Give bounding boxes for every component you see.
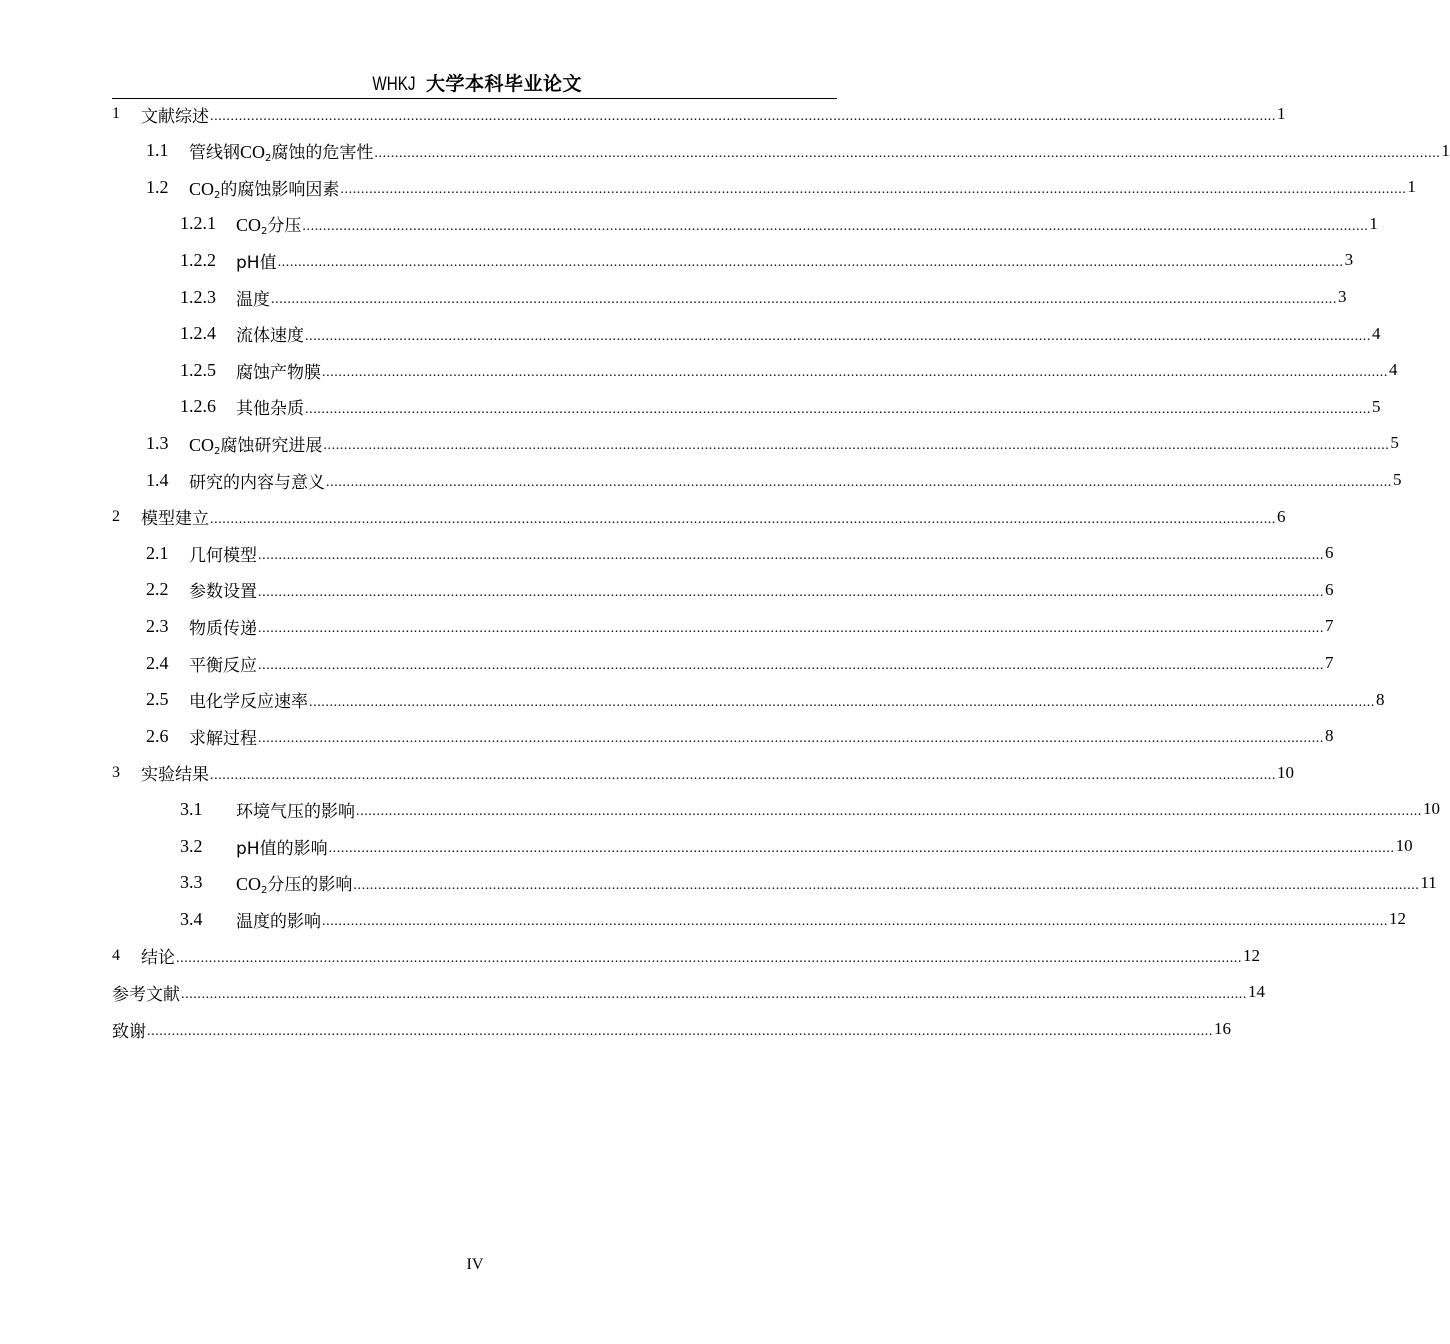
toc-entry-title: 温度 — [236, 289, 270, 310]
toc-entry[interactable] — [146, 645, 1334, 681]
toc-entry[interactable] — [180, 316, 1381, 352]
toc-leader-dots: .................................................................................................................................................................................................................................................................... — [258, 621, 1324, 637]
toc-entry-page: 1 — [1369, 213, 1378, 233]
toc-entry-page: 8 — [1325, 726, 1334, 746]
toc-entry-number: 1.2 — [146, 176, 169, 197]
toc-entry[interactable] — [146, 535, 1334, 571]
toc-entry-page: 14 — [1248, 982, 1265, 1002]
toc-entry[interactable] — [180, 389, 1381, 425]
toc-leader-dots: .................................................................................................................................................................................................................................................................... — [305, 401, 1371, 417]
toc-entry[interactable] — [112, 974, 1265, 1010]
toc-entry-number: 2.6 — [146, 725, 169, 746]
toc-entry-page: 10 — [1395, 836, 1413, 855]
toc-leader-dots: .................................................................................................................................................................................................................................................................... — [323, 438, 1390, 454]
toc-entry-title: 物质传递 — [189, 618, 257, 639]
toc-entry[interactable] — [146, 425, 1399, 461]
toc-entry[interactable] — [146, 682, 1385, 718]
toc-entry-number: 1 — [112, 105, 120, 122]
toc-entry-page: 12 — [1243, 945, 1260, 965]
toc-leader-dots: .................................................................................................................................................................................................................................................................... — [181, 987, 1247, 1003]
toc-entry-title: 文献综述 — [141, 106, 209, 127]
toc-entry-page: 6 — [1325, 579, 1334, 599]
toc-entry[interactable] — [146, 169, 1416, 205]
toc-entry-title: 研究的内容与意义 — [189, 472, 325, 493]
toc-entry-page: 10 — [1277, 762, 1294, 782]
toc-entry-title: 模型建立 — [141, 509, 209, 530]
toc-entry-number: 1.1 — [146, 140, 169, 161]
toc-entry-number: 3.2 — [180, 835, 203, 856]
toc-leader-dots: .................................................................................................................................................................................................................................................................... — [271, 292, 1337, 307]
toc-leader-dots: .................................................................................................................................................................................................................................................................... — [309, 694, 1375, 710]
page-header — [112, 72, 837, 99]
toc-entry-title: pH值的影响 — [236, 838, 328, 859]
toc-entry-number: 2.1 — [146, 542, 169, 563]
toc-entry[interactable] — [180, 352, 1398, 388]
toc-entry-number: 2 — [112, 507, 120, 525]
toc-entry-page: 1 — [1441, 140, 1450, 160]
toc-entry-page: 1 — [1407, 177, 1416, 197]
toc-entry-page: 5 — [1372, 396, 1381, 416]
toc-leader-dots: .................................................................................................................................................................................................................................................................... — [210, 511, 1276, 527]
toc-entry-page: 7 — [1325, 616, 1334, 636]
toc-leader-dots: .................................................................................................................................................................................................................................................................... — [356, 804, 1422, 820]
toc-entry[interactable] — [112, 499, 1286, 535]
toc-entry[interactable] — [146, 133, 1450, 169]
toc-leader-dots: .................................................................................................................................................................................................................................................................... — [210, 109, 1276, 124]
toc-entry-number: 3.1 — [180, 798, 203, 819]
toc-entry-title: 其他杂质 — [236, 399, 304, 420]
toc-entry-title: 腐蚀产物膜 — [236, 362, 321, 383]
toc-entry-title: 管线钢$CO_2$腐蚀的危害性 — [189, 142, 374, 165]
toc-leader-dots: .................................................................................................................................................................................................................................................................... — [258, 548, 1324, 564]
toc-entry-title: $CO_2$分压 — [236, 215, 302, 238]
toc-entry-title: $CO_2$分压的影响 — [236, 874, 353, 897]
toc-entry-page: 3 — [1344, 250, 1354, 270]
toc-entry-number: 2.2 — [146, 579, 169, 600]
toc-entry-title: 实验结果 — [141, 765, 209, 786]
toc-entry-page: 12 — [1389, 909, 1406, 929]
toc-entry[interactable] — [146, 608, 1334, 644]
toc-entry[interactable] — [146, 572, 1334, 608]
toc-entry-title: 平衡反应 — [189, 655, 257, 676]
toc-entry-page: 5 — [1393, 470, 1402, 489]
toc-entry-page: 5 — [1390, 433, 1399, 453]
toc-entry-number: 3.3 — [180, 872, 203, 893]
toc-leader-dots: .................................................................................................................................................................................................................................................................... — [340, 182, 1407, 198]
toc-entry[interactable] — [180, 791, 1440, 827]
toc-entry-title: 参考文献 — [112, 984, 180, 1005]
toc-entry-page: 11 — [1420, 872, 1437, 892]
toc-entry[interactable] — [112, 96, 1286, 132]
toc-entry-number: 1.3 — [146, 432, 169, 453]
toc-entry-number: 3 — [112, 763, 120, 781]
toc-leader-dots: .................................................................................................................................................................................................................................................................... — [328, 841, 1395, 856]
toc-entry-number: 1.2.4 — [180, 323, 216, 344]
toc-entry-title: 流体速度 — [236, 326, 304, 347]
toc-entry-title: $CO_2$的腐蚀影响因素 — [189, 178, 340, 201]
toc-entry-title: 致谢 — [112, 1021, 146, 1042]
toc-entry-page: 6 — [1325, 543, 1334, 563]
toc-entry-page: 10 — [1423, 799, 1440, 819]
toc-entry-page: 4 — [1389, 360, 1398, 380]
toc-entry-page: 7 — [1325, 653, 1334, 672]
toc-leader-dots: .................................................................................................................................................................................................................................................................... — [210, 767, 1276, 783]
toc-leader-dots: .................................................................................................................................................................................................................................................................... — [258, 584, 1324, 600]
toc-entry-number: 1.4 — [146, 469, 169, 490]
toc-entry-number: 1.2.2 — [180, 249, 216, 270]
toc-leader-dots: .................................................................................................................................................................................................................................................................... — [176, 950, 1242, 966]
toc-entry-number: 1.2.1 — [180, 213, 216, 234]
toc-entry[interactable] — [180, 279, 1347, 315]
header-title: 大学本科毕业论文 — [426, 73, 583, 95]
toc-entry-number: 3.4 — [180, 908, 203, 929]
toc-entry[interactable] — [180, 206, 1378, 242]
toc-entry-title: 结论 — [141, 948, 175, 969]
toc-leader-dots: .................................................................................................................................................................................................................................................................... — [147, 1024, 1213, 1039]
toc-entry-number: 2.3 — [146, 615, 169, 636]
toc-entry-number: 4 — [112, 946, 120, 964]
toc-leader-dots: .................................................................................................................................................................................................................................................................... — [302, 218, 1369, 234]
toc-leader-dots: .................................................................................................................................................................................................................................................................... — [374, 145, 1441, 161]
page-number: IV — [466, 1256, 484, 1273]
toc-entry-title: pH值 — [236, 252, 277, 273]
toc-entry[interactable] — [180, 901, 1406, 937]
toc-leader-dots: .................................................................................................................................................................................................................................................................... — [258, 658, 1324, 673]
toc-entry[interactable] — [112, 938, 1260, 974]
toc-entry[interactable] — [146, 718, 1334, 754]
toc-entry-page: 3 — [1338, 287, 1347, 306]
toc-entry-title: 求解过程 — [189, 728, 257, 749]
toc-entry-title: 几何模型 — [189, 545, 257, 566]
toc-leader-dots: .................................................................................................................................................................................................................................................................... — [322, 365, 1388, 381]
toc-entry-number: 1.2.6 — [180, 396, 216, 417]
toc-leader-dots: .................................................................................................................................................................................................................................................................... — [322, 914, 1388, 930]
toc-entry[interactable] — [112, 1011, 1231, 1047]
toc-entry[interactable] — [180, 242, 1354, 278]
toc-entry-page: 6 — [1277, 506, 1286, 526]
toc-leader-dots: .................................................................................................................................................................................................................................................................... — [353, 877, 1420, 893]
toc-entry[interactable] — [146, 462, 1402, 498]
toc-leader-dots: .................................................................................................................................................................................................................................................................... — [305, 328, 1371, 344]
toc-entry-title: 环境气压的影响 — [236, 801, 355, 822]
toc-entry-title: $CO_2$腐蚀研究进展 — [189, 434, 323, 457]
header-latin: WHKJ — [372, 74, 416, 95]
toc-entry-title: 电化学反应速率 — [189, 692, 308, 713]
toc-entry-page: 4 — [1372, 323, 1381, 343]
toc-entry-number: 2.5 — [146, 689, 169, 710]
toc-entry-page: 16 — [1214, 1019, 1231, 1038]
toc-leader-dots: .................................................................................................................................................................................................................................................................... — [326, 475, 1392, 490]
toc-entry-number: 1.2.5 — [180, 359, 216, 380]
toc-entry-page: 8 — [1376, 689, 1385, 709]
toc-entry-title: 温度的影响 — [236, 911, 321, 932]
toc-entry-number: 1.2.3 — [180, 286, 216, 307]
toc-entry-number: 2.4 — [146, 652, 169, 673]
toc-leader-dots: .................................................................................................................................................................................................................................................................... — [277, 255, 1344, 271]
toc-entry[interactable] — [180, 828, 1413, 864]
toc-leader-dots: .................................................................................................................................................................................................................................................................... — [258, 731, 1324, 747]
toc-entry-page: 1 — [1277, 104, 1286, 123]
toc-entry[interactable] — [112, 755, 1294, 791]
toc-entry-title: 参数设置 — [189, 582, 257, 603]
toc-entry[interactable] — [180, 865, 1437, 901]
